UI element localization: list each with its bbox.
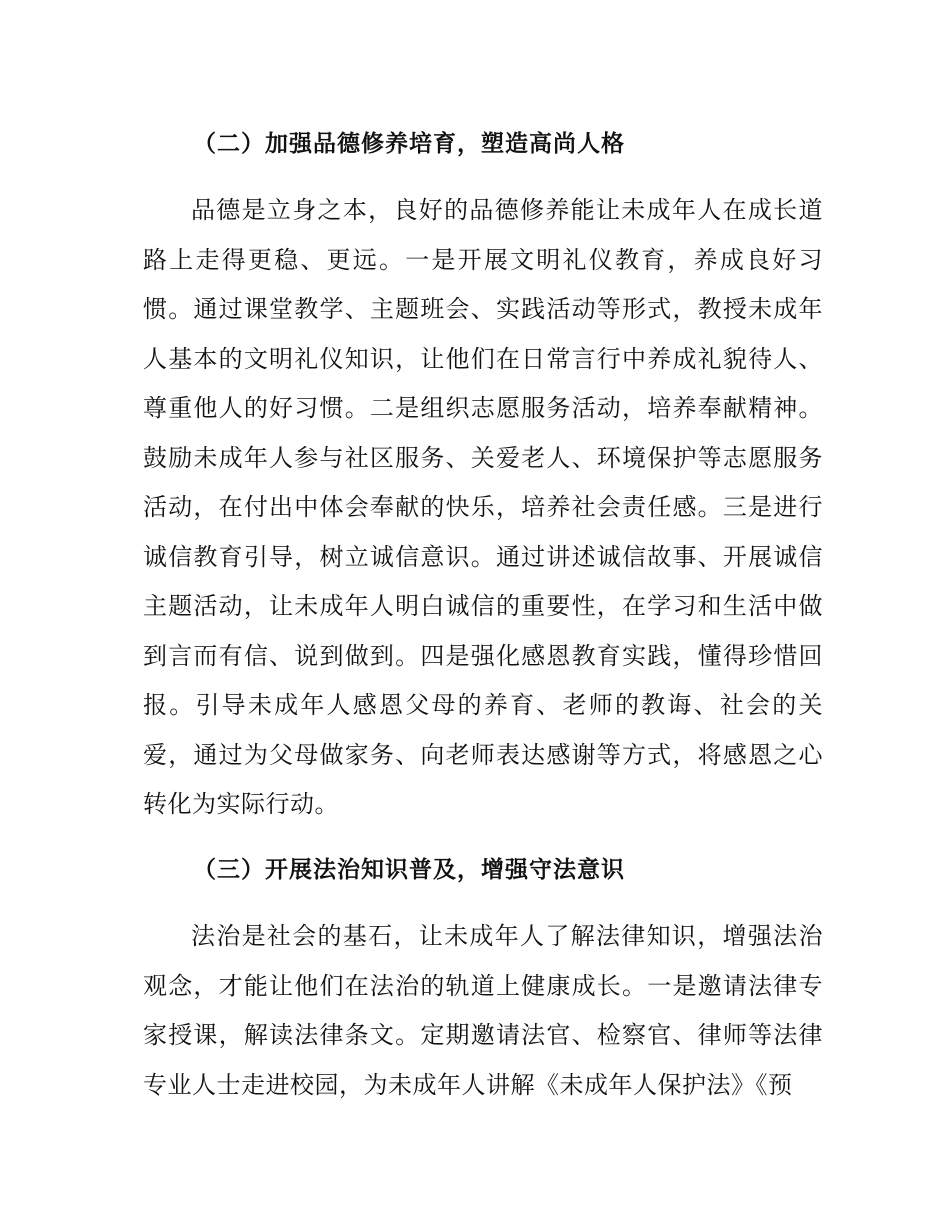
section-paragraph-2: 品德是立身之本，良好的品德修养能让未成年人在成长道路上走得更稳、更远。一是开展文明礼仪教育，养成良好习惯。通过课堂教学、主题班会、实践活动等形式，教授未成年人基本的文明礼仪知识，让他们在日常言行中养成礼貌待人、尊重他人的好习惯。二是组织志愿服务活动，培养奉献精神。鼓励未成年人参与社区服务、关爱老人、环境保护等志愿服务活动，在付出中体会奉献的快乐，培养社会责任感。三是进行诚信教育引导，树立诚信意识。通过讲述诚信故事、开展诚信主题活动，让未成年人明白诚信的重要性，在学习和生活中做到言而有信、说到做到。四是强化感恩教育实践，懂得珍惜回报。引导未成年人感恩父母的养育、老师的教诲、社会的关爱，通过为父母做家务、向老师表达感谢等方式，将感恩之心转化为实际行动。: [143, 196, 823, 818]
section-heading-2: （二）加强品德修养培育，塑造高尚人格: [193, 131, 625, 157]
section-heading-3: （三）开展法治知识普及，增强守法意识: [193, 857, 625, 883]
section-paragraph-3: 法治是社会的基石，让未成年人了解法律知识，增强法治观念，才能让他们在法治的轨道上健康成长。一是邀请法律专家授课，解读法律条文。定期邀请法官、检察官、律师等法律专业人士走进校园，为未成年人讲解《未成年人保护法》《预: [143, 922, 823, 1099]
